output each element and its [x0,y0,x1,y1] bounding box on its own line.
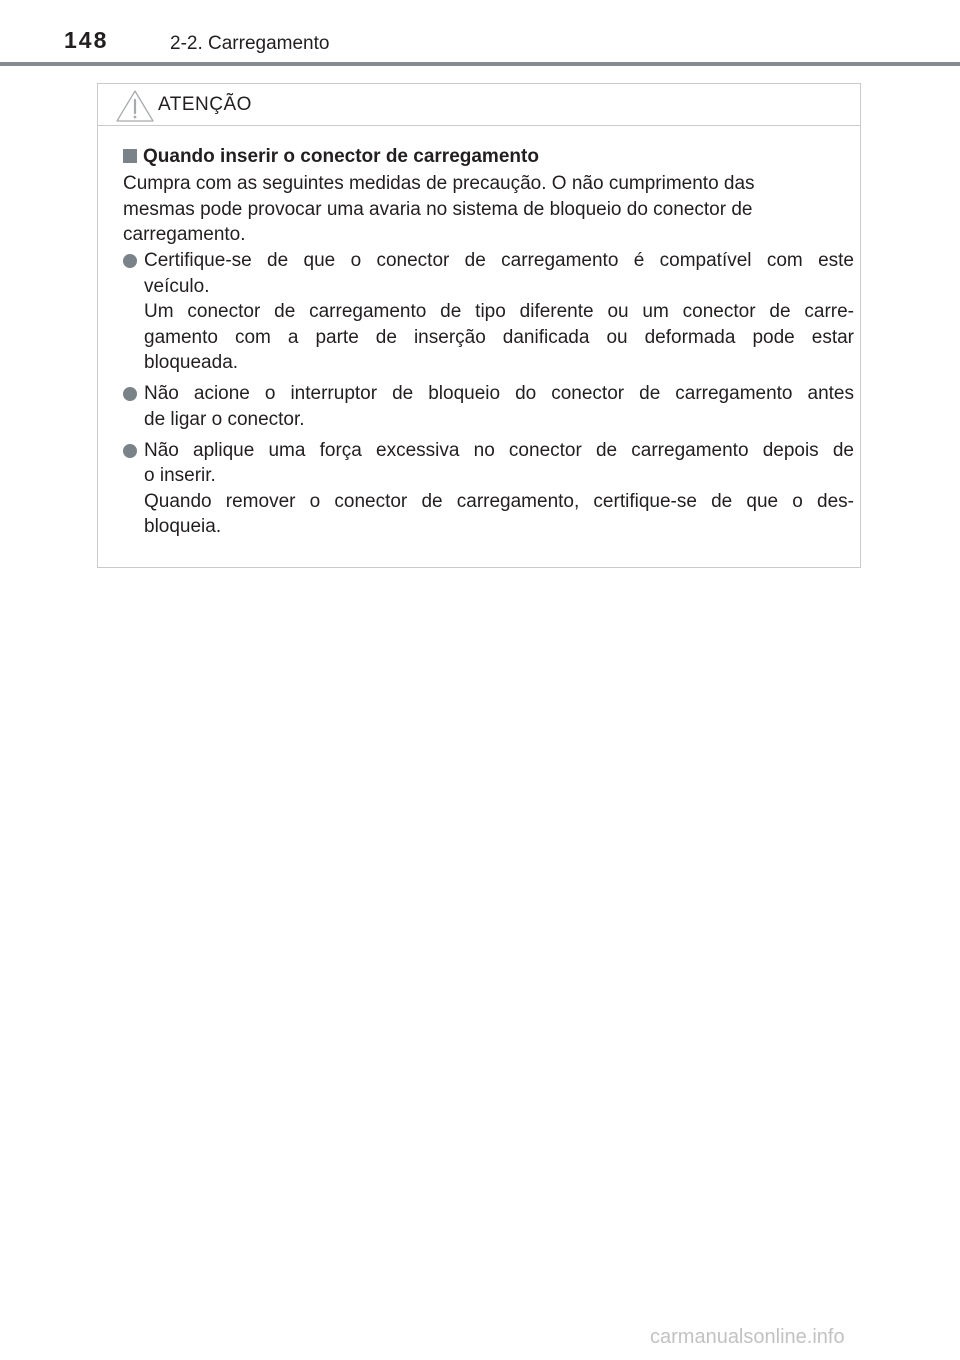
list-item-line: bloqueada. [144,352,239,373]
list-item-line: veículo. [144,275,210,297]
list-item-line: Não aplique uma força excessiva no conector de carregamento depois de [144,439,854,461]
watermark: carmanualsonline.info [650,1326,845,1348]
list-item-line: Quando remover o conector de carregamento, certifique-se de que o des- [144,490,854,512]
list-item-line: Um conector de carregamento de tipo diferente ou um conector de carre- [144,301,854,322]
round-bullet-icon [123,387,137,401]
list-item [123,438,854,540]
subheading-text: Quando inserir o conector de carregamento [143,146,539,167]
warning-box [97,83,861,568]
round-bullet-icon [123,444,137,458]
warning-title: ATENÇÃO [158,94,252,115]
warning-header [98,84,860,126]
subheading [123,146,539,168]
intro-line: carregamento. [123,224,246,245]
list-item-line: gamento com a parte de inserção danificada ou deformada pode estar [144,326,854,348]
square-bullet-icon [123,149,137,163]
list-item [123,248,854,376]
list-item-line: o inserir. [144,465,216,486]
page-header [0,0,960,64]
list-item-line: Não acione o interruptor de bloqueio do conector de carregamento antes [144,383,854,404]
header-rule [0,62,960,66]
intro-line: mesmas pode provocar uma avaria no sistema de bloqueio do conector de [123,198,753,220]
precaution-list [123,248,854,545]
section-title: 2-2. Carregamento [170,33,330,54]
list-item-line: bloqueia. [144,516,222,537]
round-bullet-icon [123,254,137,268]
list-item [123,381,854,432]
list-item-line: de ligar o conector. [144,408,305,430]
intro-paragraph [123,171,823,248]
list-item-line: Certifique-se de que o conector de carregamento é compatível com este [144,250,854,271]
warning-triangle-icon [115,89,155,123]
intro-line: Cumpra com as seguintes medidas de precaução. O não cumprimento das [123,173,755,194]
page-number: 148 [64,27,109,53]
